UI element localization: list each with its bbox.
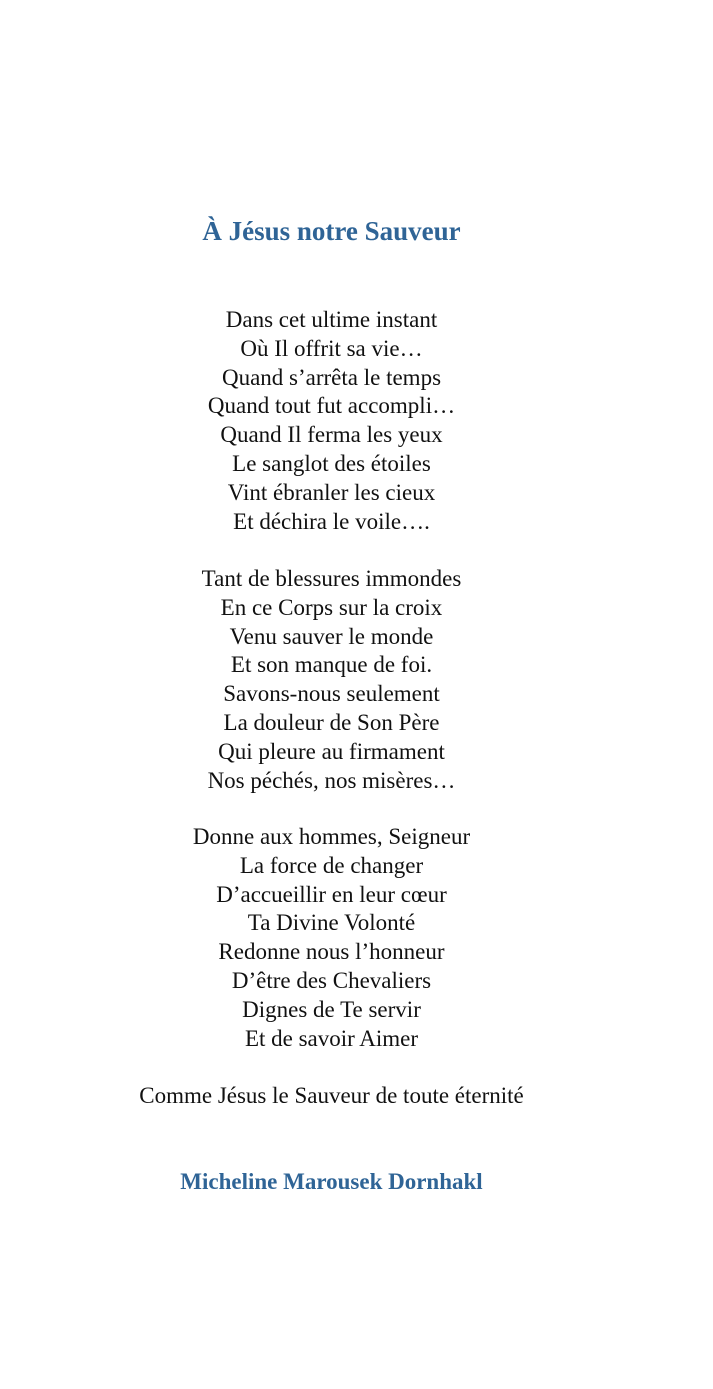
poem-line: En ce Corps sur la croix [220, 594, 443, 620]
poem-line: Vint ébranler les cieux [227, 479, 436, 505]
poem-line: Où Il offrit sa vie… [240, 335, 423, 361]
poem-line: La force de changer [239, 852, 424, 878]
stanza-3 [0, 823, 663, 1053]
poem-line: Qui pleure au firmament [218, 738, 445, 764]
poem-line: D’accueillir en leur cœur [216, 881, 447, 907]
stanza-1 [0, 306, 663, 536]
poem-line: Et déchira le voile…. [233, 508, 430, 534]
poem-line: Redonne nous l’honneur [218, 939, 445, 965]
poem-title: À Jésus notre Sauveur [202, 216, 461, 246]
closing-line: Comme Jésus le Sauveur de toute éternité [139, 1083, 524, 1108]
poem-line: La douleur de Son Père [223, 709, 440, 735]
poem-line: Donne aux hommes, Seigneur [192, 824, 471, 849]
poem-line: Ta Divine Volonté [247, 910, 416, 936]
stanza-2 [0, 565, 663, 795]
poem-line: Tant de blessures immondes [201, 566, 462, 591]
poem-line: Venu sauver le monde [229, 623, 434, 649]
poem-line: Le sanglot des étoiles [232, 450, 431, 476]
poem-line: Nos péchés, nos misères… [207, 767, 456, 793]
poem-line: Quand Il ferma les yeux [220, 422, 443, 448]
poem-line: Et son manque de foi. [230, 652, 433, 678]
poem-line: Dignes de Te servir [242, 996, 421, 1022]
poem-line: Quand tout fut accompli… [207, 393, 456, 419]
poem-line: D’être des Chevaliers [231, 967, 432, 993]
poem-line: Et de savoir Aimer [244, 1025, 419, 1051]
poem-line: Dans cet ultime instant [225, 307, 438, 332]
poem-line: Quand s’arrêta le temps [221, 364, 442, 390]
poem-line: Savons-nous seulement [223, 681, 440, 707]
author-name: Micheline Marousek Dornhakl [180, 1169, 483, 1194]
